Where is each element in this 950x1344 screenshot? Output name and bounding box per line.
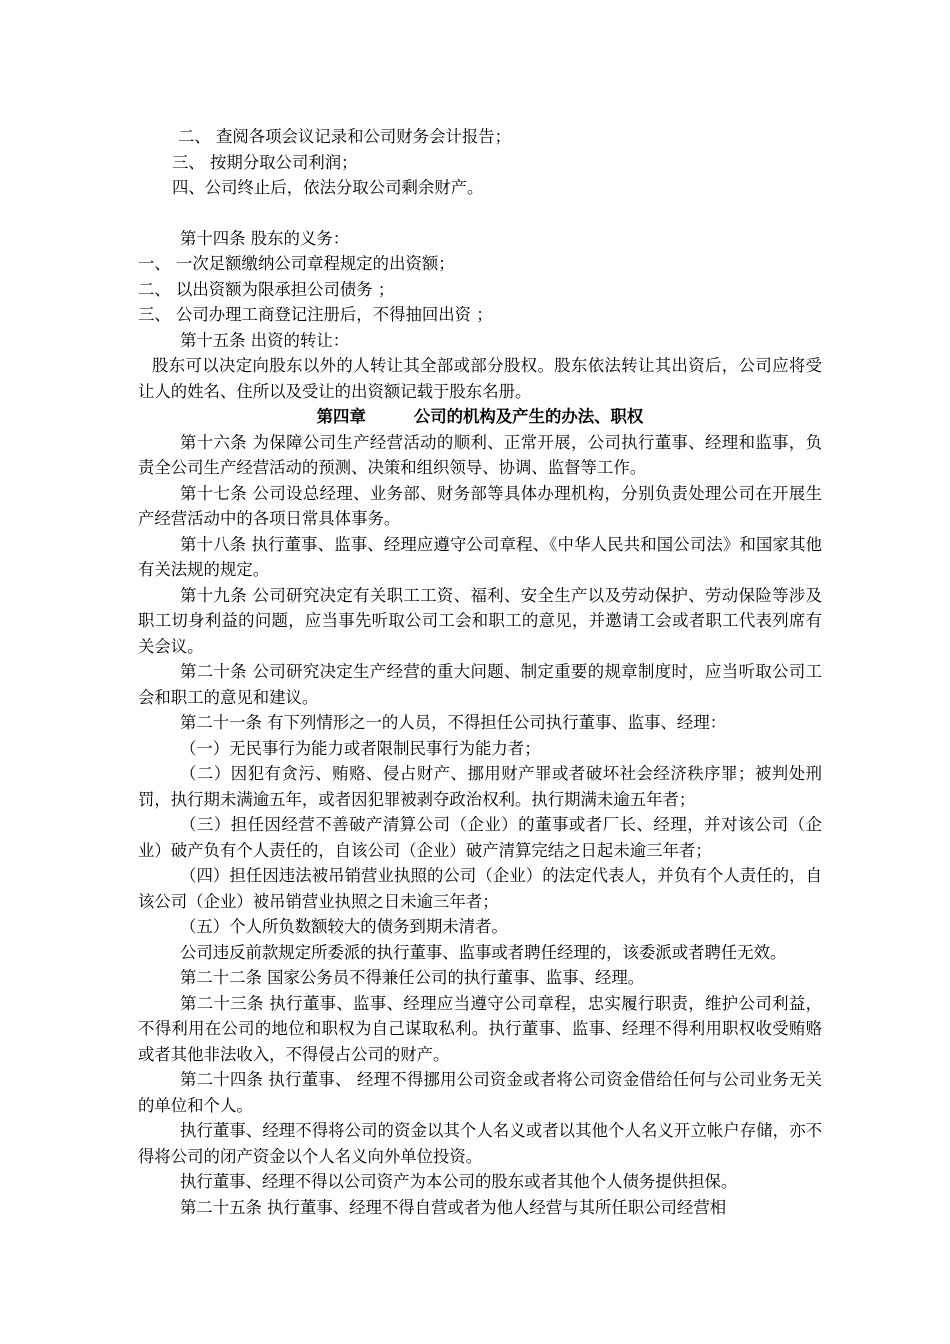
shareholder-duty-item: 三、 公司办理工商登记注册后，不得抽回出资 ； <box>138 305 493 324</box>
article-15-body: 股东可以决定向股东以外的人转让其全部或部分股权。股东依法转让其出资后，公司应将受让人的姓名、住所以及受让的出资额记载于股东名册。 <box>138 356 822 401</box>
chapter-title: 公司的机构及产生的办法、职权 <box>413 407 644 426</box>
article-21-item: （三）担任因经营不善破产清算公司（企业）的董事或者厂长、经理，并对该公司（企业）破产负有个人责任的，自该公司（企业）破产清算完结之日起未逾三年者； <box>138 815 822 860</box>
paragraph-gap <box>138 201 822 226</box>
article-21-item: （四）担任因违法被吊销营业执照的公司（企业）的法定代表人，并负有个人责任的，自该公司（企业）被吊销营业执照之日未逾三年者； <box>138 866 822 911</box>
chapter-heading <box>138 404 822 430</box>
shareholder-duty-item: 二、 以出资额为限承担公司债务 ； <box>138 279 395 299</box>
article-24: 第二十四条 执行董事、 经理不得挪用公司资金或者将公司资金借给任何与公司业务无关的单位和个人。 <box>138 1070 822 1115</box>
article-23: 第二十三条 执行董事、监事、经理应当遵守公司章程，忠实履行职责，维护公司利益，不得利用在公司的地位和职权为自己谋取私利。执行董事、监事、经理不得利用职权收受贿赂或者其他非法收入，不得侵占公司的财产。 <box>138 993 822 1064</box>
article-24-paragraph: 执行董事、经理不得以公司资产为本公司的股东或者其他个人债务提供担保。 <box>180 1172 738 1191</box>
shareholder-duty-item: 一、 一次足额缴纳公司章程规定的出资额； <box>138 254 455 273</box>
article-21-item: （二）因犯有贪污、贿赂、侵占财产、挪用财产罪或者破坏社会经济秩序罪；被判处刑罚，执行期未满逾五年，或者因犯罪被剥夺政治权利。执行期满未逾五年者； <box>138 764 822 809</box>
article-19: 第十九条 公司研究决定有关职工工资、福利、安全生产以及劳动保护、劳动保险等涉及职工切身利益的问题，应当事先听取公司工会和职工的意见，并邀请工会或者职工代表列席有关会议。 <box>138 585 822 656</box>
article-25: 第二十五条 执行董事、经理不得自营或者为他人经营与其所任职公司经营相 <box>180 1197 727 1217</box>
article-20: 第二十条 公司研究决定生产经营的重大问题、制定重要的规章制度时，应当听取公司工会和职工的意见和建议。 <box>138 662 822 707</box>
document-body <box>138 124 822 1220</box>
article-17: 第十七条 公司设总经理、业务部、财务部等具体办理机构，分别负责处理公司在开展生产经营活动中的各项日常具体事务。 <box>138 483 822 528</box>
article-22: 第二十二条 国家公务员不得兼任公司的执行董事、监事、经理。 <box>180 968 645 987</box>
shareholder-right-item: 三、 按期分取公司利润； <box>172 152 358 172</box>
article-14-title: 第十四条 股东的义务： <box>180 228 350 248</box>
article-15-title: 第十五条 出资的转让： <box>180 330 350 350</box>
article-24-paragraph: 执行董事、经理不得将公司的资金以其个人名义或者以其他个人名义开立帐户存储，亦不得将公司的闭产资金以个人名义向外单位投资。 <box>138 1121 822 1166</box>
article-21-item: （五）个人所负数额较大的债务到期未清者。 <box>180 917 508 936</box>
article-21-title: 第二十一条 有下列情形之一的人员，不得担任公司执行董事、监事、经理： <box>180 713 727 732</box>
shareholder-right-item: 四、公司终止后，依法分取公司剩余财产。 <box>172 178 484 197</box>
shareholder-right-item: 二、 查阅各项会议记录和公司财务会计报告； <box>178 127 512 146</box>
article-21-tail: 公司违反前款规定所委派的执行董事、监事或者聘任经理的，该委派或者聘任无效。 <box>180 942 787 962</box>
article-16: 第十六条 为保障公司生产经营活动的顺利、正常开展，公司执行董事、经理和监事，负责全公司生产经营活动的预测、决策和组织领导、协调、监督等工作。 <box>138 432 822 477</box>
article-18: 第十八条 执行董事、监事、经理应遵守公司章程、《中华人民共和国公司法》和国家其他有关法规的规定。 <box>138 534 822 579</box>
chapter-number: 第四章 <box>316 407 366 426</box>
article-21-item: （一）无民事行为能力或者限制民事行为能力者； <box>180 738 541 758</box>
